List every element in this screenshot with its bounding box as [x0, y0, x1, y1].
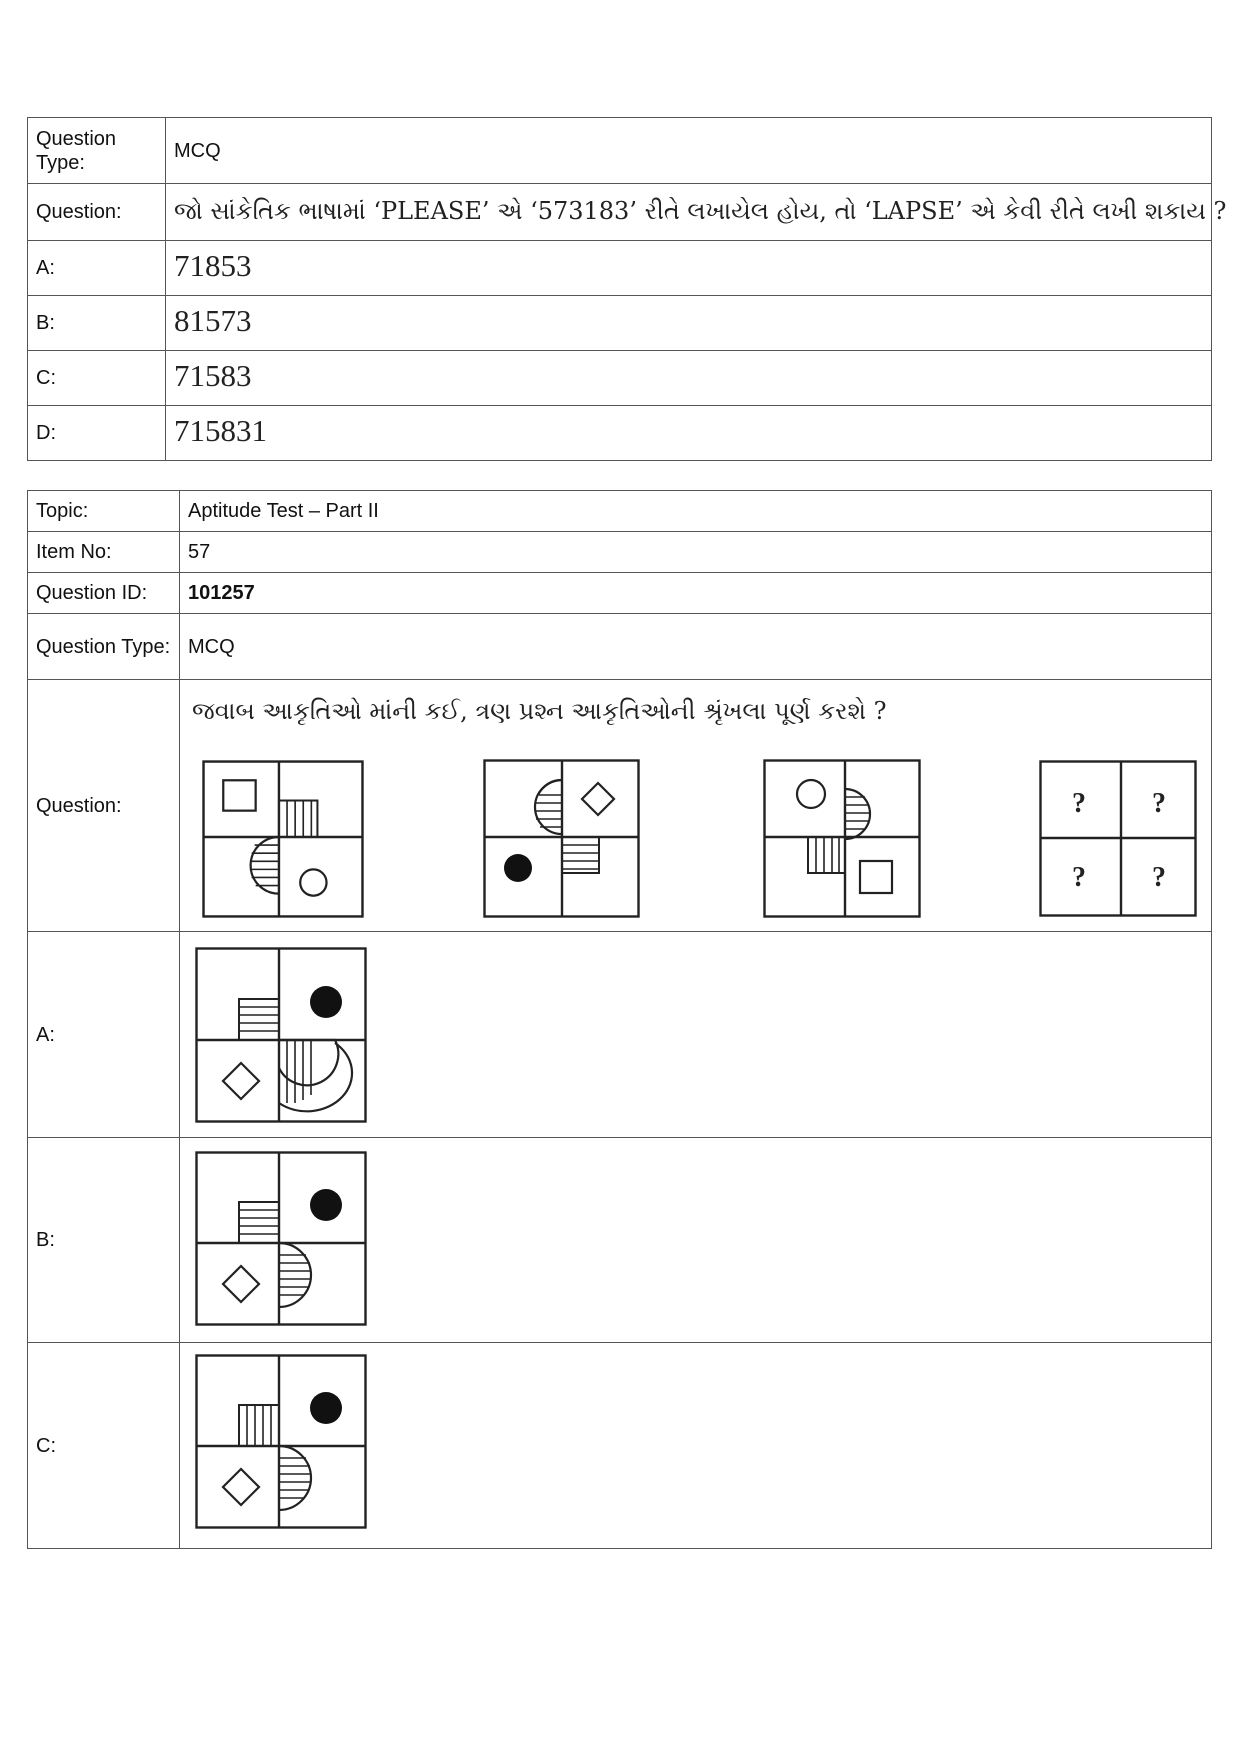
question-id-label: Question ID: — [28, 573, 180, 614]
topic-value: Aptitude Test – Part II — [180, 491, 1212, 532]
question-figure-unknown — [1039, 760, 1197, 917]
figure-question-text: જવાબ આકૃતિઓ માંની કઈ, ત્રણ પ્રશ્ન આકૃતિઓની શ્રૃંખલા પૂર્ણ કરશે ? — [192, 697, 887, 725]
option-d-label: D: — [28, 406, 166, 461]
question-figure-1 — [202, 760, 364, 918]
option-c-figure — [195, 1354, 367, 1529]
filled-circle-shape — [504, 854, 532, 882]
option-b-figure — [195, 1151, 367, 1326]
item-no-value: 57 — [180, 532, 1212, 573]
option-a-label: A: — [28, 932, 180, 1138]
question-mark-bottom-right: ? — [1152, 862, 1166, 893]
question-type-value: MCQ — [166, 118, 1212, 184]
filled-circle-shape — [310, 986, 342, 1018]
option-c-value: 71583 — [174, 358, 252, 393]
item-no-label: Item No: — [28, 532, 180, 573]
question-mark-top-left: ? — [1072, 788, 1086, 819]
option-a-value: 71853 — [174, 248, 252, 283]
question-figure-3 — [763, 759, 921, 918]
question-text: જો સાંકેતિક ભાષામાં ‘PLEASE’ એ ‘573183’ રીતે લખાયેલ હોય, તો ‘LAPSE’ એ કેવી રીતે લખી શકાય ? — [174, 197, 1227, 225]
question-table-1 — [27, 117, 1227, 461]
filled-circle-shape — [310, 1392, 342, 1424]
option-d-value: 715831 — [174, 413, 267, 448]
option-c-label: C: — [28, 1343, 180, 1549]
question-label: Question: — [28, 184, 166, 241]
option-b-label: B: — [28, 1138, 180, 1343]
question-id-value: 101257 — [180, 573, 1212, 614]
question-label: Question: — [28, 680, 180, 932]
option-a-figure — [195, 947, 367, 1123]
question-mark-bottom-left: ? — [1072, 862, 1086, 893]
filled-circle-shape — [310, 1189, 342, 1221]
question-type-label: Question Type: — [28, 118, 166, 184]
question-figure-2 — [483, 759, 640, 918]
option-c-label: C: — [28, 351, 166, 406]
option-b-label: B: — [28, 296, 166, 351]
topic-label: Topic: — [28, 491, 180, 532]
option-b-value: 81573 — [174, 303, 252, 338]
option-a-label: A: — [28, 241, 166, 296]
question-type-value: MCQ — [180, 614, 1212, 680]
question-type-label: Question Type: — [28, 614, 180, 680]
question-mark-top-right: ? — [1152, 788, 1166, 819]
